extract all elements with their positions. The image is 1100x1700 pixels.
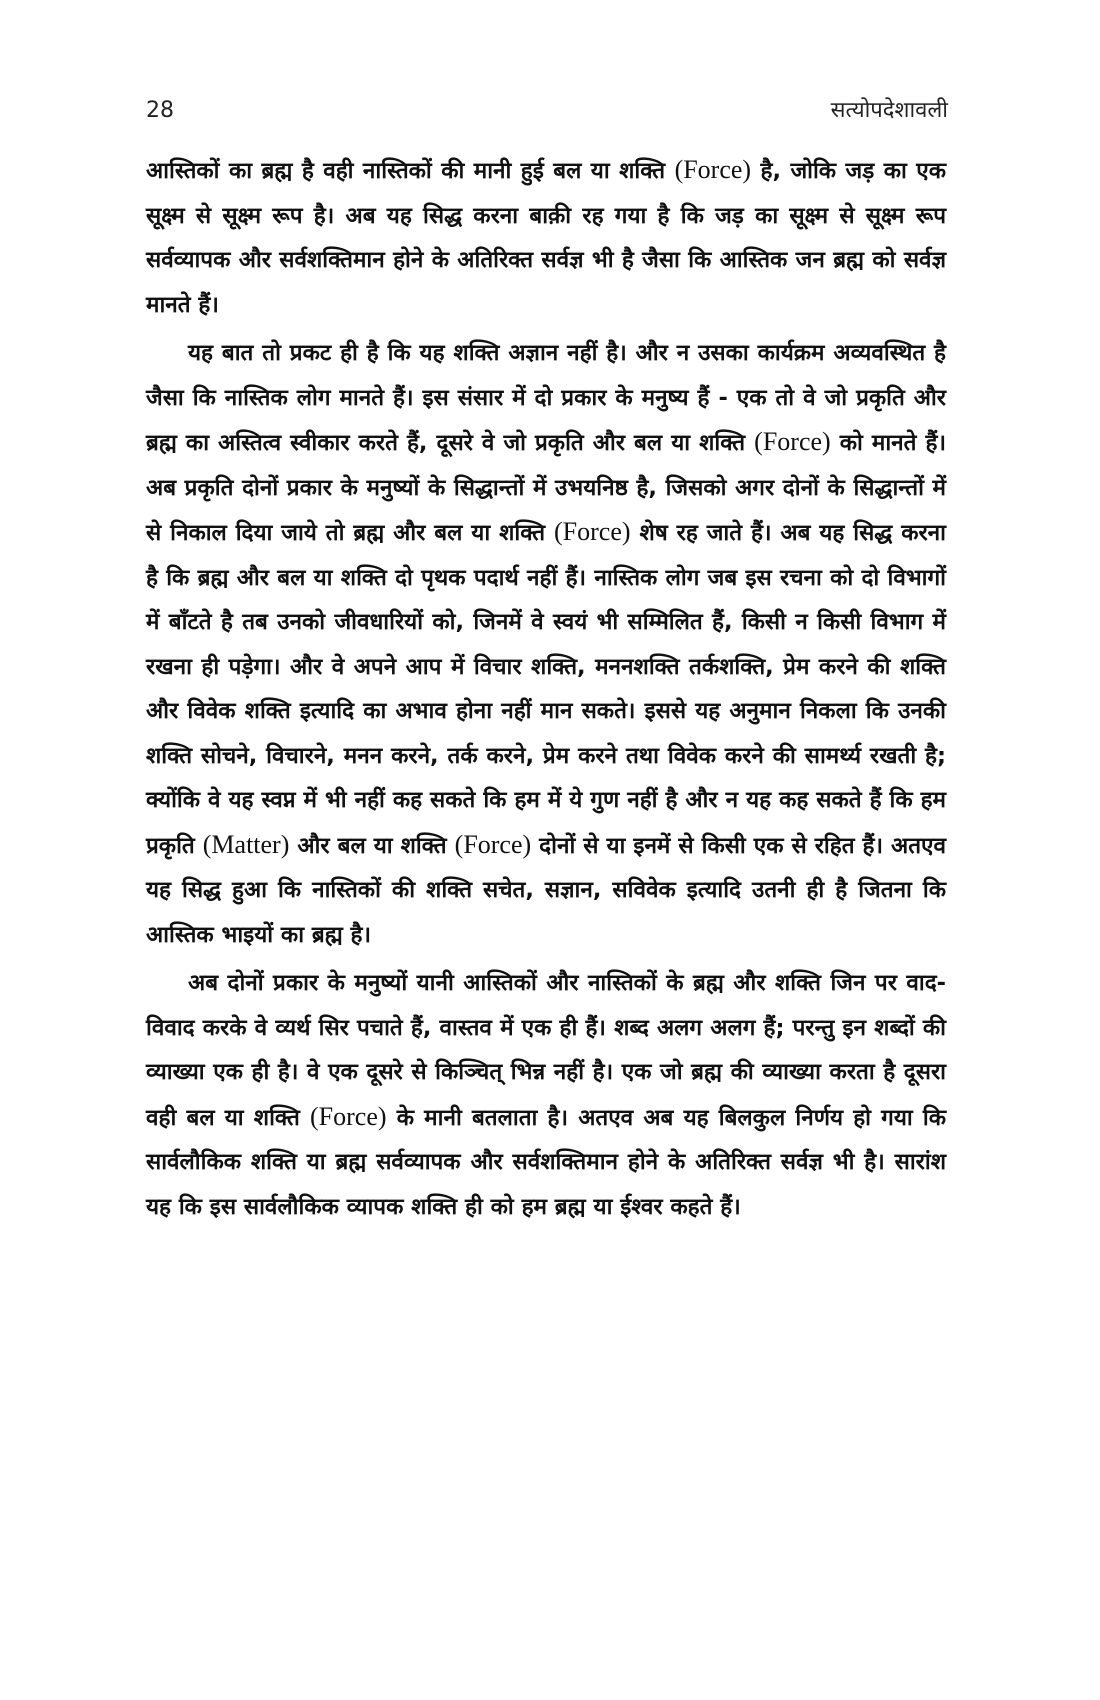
- english-term: (Force): [674, 155, 752, 184]
- text-segment: है, जोकि जड़ का एक सूक्ष्म से सूक्ष्म रूप है। अब यह सिद्ध करना बाक़ी रह गया है कि जड़ का सूक्ष्म से सूक्ष्म रूप सर्वव्यापक और सर्वशक्तिमान होने के अतिरिक्त सर्वज्ञ भी है जैसा कि आस्तिक जन ब्रह्म को सर्वज्ञ मानते हैं।: [146, 158, 946, 318]
- page-header: [146, 96, 948, 130]
- paragraph-3: [146, 961, 946, 1229]
- text-segment: को मानते हैं। अब प्रकृति दोनों प्रकार के मनुष्यों के सिद्धान्तों में उभयनिष्ठ है, जिसको अगर दोनों के सिद्धान्तों में से निकाल दिया जाये तो ब्रह्म और बल या शक्ति: [146, 430, 946, 546]
- page-body: [146, 148, 946, 1229]
- text-segment: और बल या शक्ति: [289, 832, 455, 859]
- running-title: सत्योपदेशावली: [830, 98, 948, 123]
- english-term: (Force): [754, 427, 831, 456]
- english-term: (Force): [554, 517, 631, 546]
- paragraph-1: [146, 148, 946, 327]
- english-term: (Matter): [202, 829, 290, 859]
- paragraph-2: [146, 331, 946, 957]
- text-segment: आस्तिकों का ब्रह्म है वही नास्तिकों की मानी हुई बल या शक्ति: [146, 158, 675, 184]
- text-segment: शेष रह जाते हैं। अब यह सिद्ध करना है कि ब्रह्म और बल या शक्ति दो पृथक पदार्थ नहीं हैं। नास्तिक लोग जब इस रचना को दो विभागों में बाँटते है तब उनको जीवधारियों को, जिनमें वे स्वयं भी सम्मिलित हैं, किसी न किसी विभाग में रखना ही पड़ेगा। और वे अपने आप में विचार शक्ति, मननशक्ति तर्कशक्ति, प्रेम करने की शक्ति और विवेक शक्ति इत्यादि का अभाव होना नहीं मान सकते। इससे यह अनुमान निकला कि उनकी शक्ति सोचने, विचारने, मनन करने, तर्क करने, प्रेम करने तथा विवेक करने की सामर्थ्य रखती है; क्योंकि वे यह स्वप्न में भी नहीं कह सकते कि हम में ये गुण नहीं है और न यह कह सकते हैं कि हम प्रकृति: [146, 520, 947, 859]
- english-term: (Force): [310, 1101, 387, 1131]
- text-segment: यह बात तो प्रकट ही है कि यह शक्ति अज्ञान नहीं है। और न उसका कार्यक्रम अव्यवस्थित है जैसा कि नास्तिक लोग मानते हैं। इस संसार में दो प्रकार के मनुष्य हैं - एक तो वे जो प्रकृति और ब्रह्म का अस्तित्व स्वीकार करते हैं, दूसरे वे जो प्रकृति और बल या शक्ति: [146, 340, 946, 456]
- text-segment: के मानी बतलाता है। अतएव अब यह बिलकुल निर्णय हो गया कि सार्वलौकिक शक्ति या ब्रह्म सर्वव्यापक और सर्वशक्तिमान होने के अतिरिक्त सर्वज्ञ भी है। सारांश यह कि इस सार्वलौकिक व्यापक शक्ति ही को हम ब्रह्म या ईश्वर कहते हैं।: [146, 1104, 946, 1220]
- text-segment: अब दोनों प्रकार के मनुष्यों यानी आस्तिकों और नास्तिकों के ब्रह्म और शक्ति जिन पर वाद-विवाद करके वे व्यर्थ सिर पचाते हैं, वास्तव में एक ही हैं। शब्द अलग अलग हैं; परन्तु इन शब्दों की व्याख्या एक ही है। वे एक दूसरे से किञ्चित् भिन्न नहीं है। एक जो ब्रह्म की व्याख्या करता है दूसरा वही बल या शक्ति: [146, 970, 946, 1131]
- page-number: 28: [146, 98, 174, 123]
- text-segment: दोनों से या इनमें से किसी एक से रहित हैं। अतएव यह सिद्ध हुआ कि नास्तिकों की शक्ति सचेत, सज्ञान, सविवेक इत्यादि उतनी ही है जितना कि आस्तिक भाइयों का ब्रह्म है।: [146, 832, 946, 948]
- english-term: (Force): [454, 829, 532, 859]
